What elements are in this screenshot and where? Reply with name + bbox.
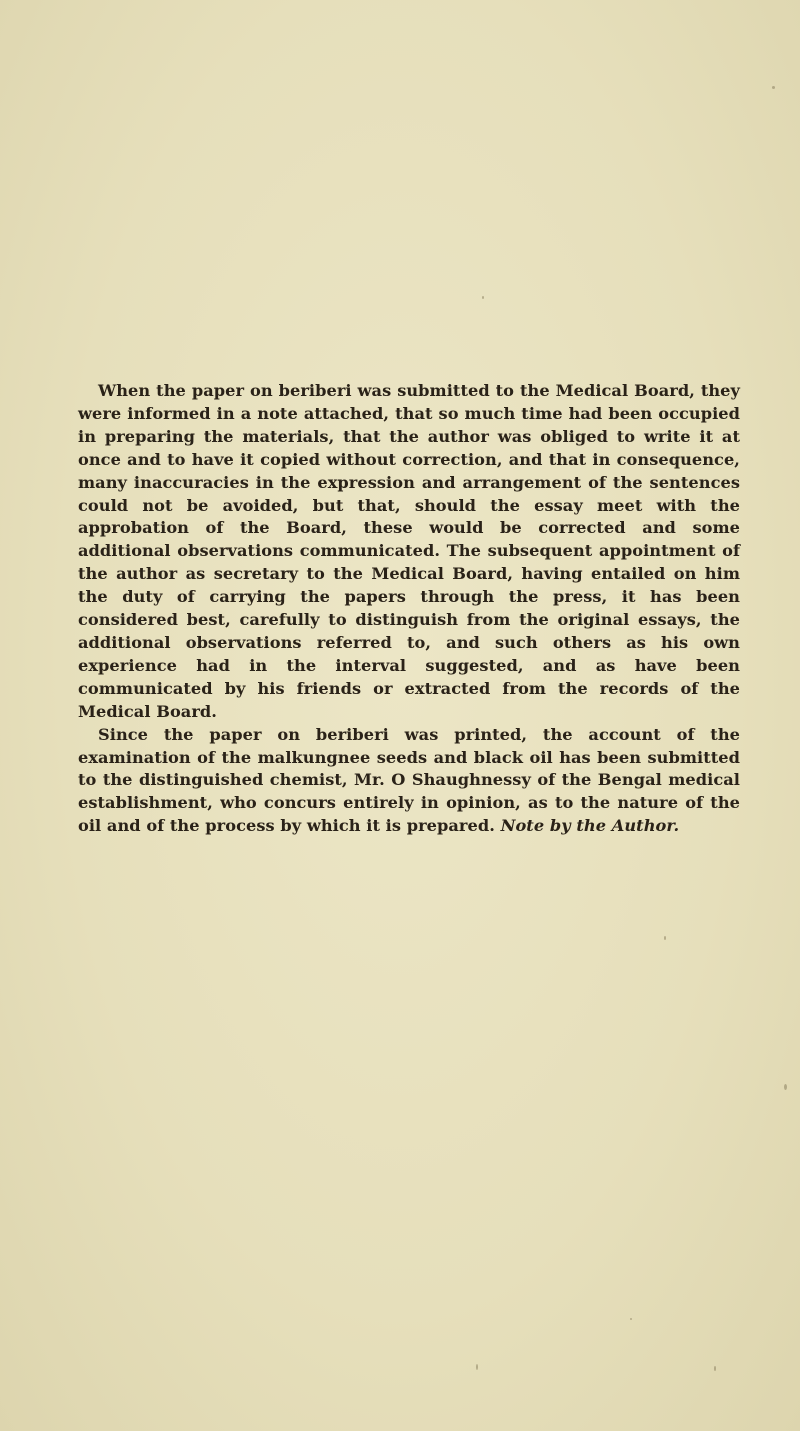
paper-speck [772,86,775,89]
note-paragraph-2 [78,724,740,839]
author-signature: Note by the Author. [500,816,680,836]
paper-speck [476,1364,478,1370]
note-paragraph-1: When the paper on beriberi was submitted to the Medical Board, they were informed in a note attached, that so much time had been occupied in preparing the materials, that the author was obliged to write it at once and to have it copied without correction, and that in consequence, many inaccuracies in the expression and arrangement of the sentences could not be avoided, but that, should the essay meet with the approbation of the Board, these would be corrected and some additional observations communicated. The subsequent appointment of the author as secretary to the Medical Board, having entailed on him the duty of carrying the papers through the press, it has been considered best, carefully to distinguish from the original essays, the additional observations referred to, and such others as his own experience had in the interval suggested, and as have been communicated by his friends or extracted from the records of the Medical Board. [78,381,740,721]
note-paragraph-2-text: Since the paper on beriberi was printed, the account of the examination of the malkungnee seeds and black oil has been submitted to the distinguished chemist, Mr. O Shaughnessy of the Bengal medical establishment, who concurs entirely in opinion, as to the nature of the oil and of the process by which it is prepared. [78,724,740,836]
author-note [78,380,740,838]
paper-speck [482,296,484,299]
paper-speck [714,1366,716,1371]
paper-speck [630,1318,632,1320]
paper-speck [664,936,666,940]
paper-speck [784,1084,787,1090]
